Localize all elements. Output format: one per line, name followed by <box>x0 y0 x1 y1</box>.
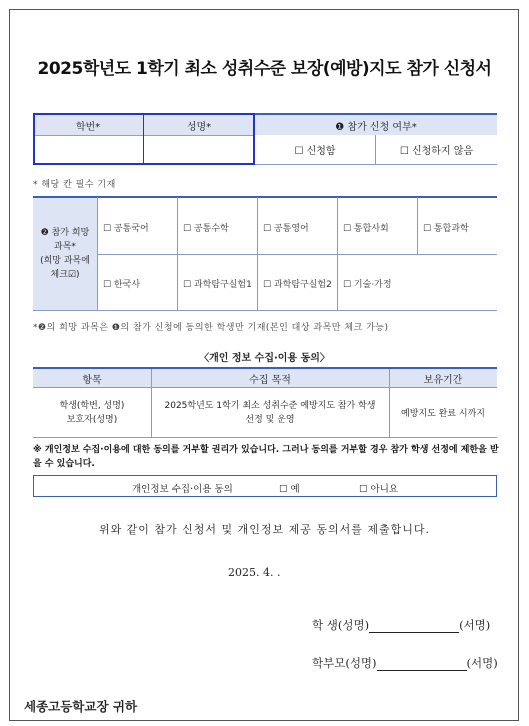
divider <box>337 197 338 310</box>
divider <box>33 196 497 198</box>
privacy-header-item: 항목 <box>33 369 151 387</box>
sign-mark: (서명) <box>466 656 498 670</box>
required-note: * 해당 칸 필수 기재 <box>33 180 116 190</box>
subjects-label-line: (희망 과목에 <box>40 256 90 266</box>
subject-checkbox-lab2[interactable]: ☐ 과학탐구실험2 <box>263 280 332 290</box>
privacy-header-purpose: 수집 목적 <box>151 369 389 387</box>
form-title: 2025학년도 1학기 최소 성취수준 보장(예방)지도 참가 신청서 <box>37 59 492 79</box>
name-header: 성명* <box>143 113 255 135</box>
divider <box>257 197 258 310</box>
parent-signature-line[interactable] <box>377 658 467 671</box>
sign-mark: (서명) <box>459 618 491 632</box>
apply-checkbox[interactable]: ☐ 신청함 <box>255 135 376 165</box>
divider <box>33 437 497 438</box>
privacy-item-cell <box>33 388 151 437</box>
recipient: 세종고등학교장 귀하 <box>24 699 138 714</box>
divider <box>33 310 497 311</box>
consent-no-checkbox[interactable]: ☐ 아니요 <box>359 484 399 495</box>
privacy-header-retention: 보유기간 <box>389 369 497 387</box>
subjects-label-line: 체크☑) <box>50 270 80 280</box>
parent-signature-label: 학부모(성명) <box>312 656 377 670</box>
privacy-warning: ※ 개인정보 수집·이용에 대한 동의를 거부할 권리가 있습니다. 그러나 동의를 거부할 경우 참가 학생 선정에 제한을 받을 수 있습니다. <box>33 445 499 469</box>
subjects-label-line: ❷ 참가 희망 <box>40 228 90 238</box>
student-info-box <box>33 113 255 165</box>
participation-header: ❶ 참가 신청 여부* <box>255 113 497 135</box>
student-signature-label: 학 생(성명) <box>312 618 370 632</box>
privacy-heading: 〈개인 정보 수집·이용 동의〉 <box>199 353 330 364</box>
subjects-label-line: 과목* <box>54 242 76 252</box>
privacy-purpose-line: 2025학년도 1학기 최소 성취수준 예방지도 참가 학생 <box>164 400 376 411</box>
student-signature-row <box>312 617 490 633</box>
student-signature-line[interactable] <box>369 620 459 633</box>
consent-yes-checkbox[interactable]: ☐ 예 <box>279 484 300 495</box>
privacy-item-line: 보호자(성명) <box>66 414 118 425</box>
subject-checkbox-korean[interactable]: ☐ 공통국어 <box>103 224 149 234</box>
decline-checkbox[interactable]: ☐ 신청하지 않음 <box>376 135 497 165</box>
privacy-item-line: 학생(학번, 성명) <box>59 400 125 411</box>
parent-signature-row <box>312 655 498 671</box>
subject-checkbox-history[interactable]: ☐ 한국사 <box>103 280 141 290</box>
privacy-retention-cell: 예방지도 완료 시까지 <box>401 409 485 419</box>
privacy-purpose-line: 선정 및 운영 <box>245 414 295 425</box>
submit-statement: 위와 같이 참가 신청서 및 개인정보 제공 동의서를 제출합니다. <box>98 523 431 536</box>
subjects-label <box>33 198 97 310</box>
divider <box>33 254 497 255</box>
subject-checkbox-math[interactable]: ☐ 공통수학 <box>183 224 229 234</box>
subject-checkbox-science[interactable]: ☐ 통합과학 <box>423 224 469 234</box>
subject-checkbox-tech-home[interactable]: ☐ 기술·가정 <box>343 280 392 290</box>
date: 2025. 4. . <box>228 566 281 579</box>
divider <box>417 197 418 255</box>
privacy-purpose-cell <box>151 388 389 437</box>
consent-label: 개인정보 수집·이용 동의 <box>132 484 233 495</box>
divider <box>97 197 98 310</box>
consent-box <box>33 475 497 497</box>
student-id-header: 학번* <box>33 113 143 135</box>
subject-note: *❷의 희망 과목은 ❶의 참가 신청에 동의한 학생만 기재(본인 대상 과목만 체크 가능) <box>33 323 389 333</box>
divider <box>177 197 178 310</box>
subject-checkbox-lab1[interactable]: ☐ 과학탐구실험1 <box>183 280 252 290</box>
subject-checkbox-english[interactable]: ☐ 공통영어 <box>263 224 309 234</box>
subject-checkbox-social[interactable]: ☐ 통합사회 <box>343 224 389 234</box>
